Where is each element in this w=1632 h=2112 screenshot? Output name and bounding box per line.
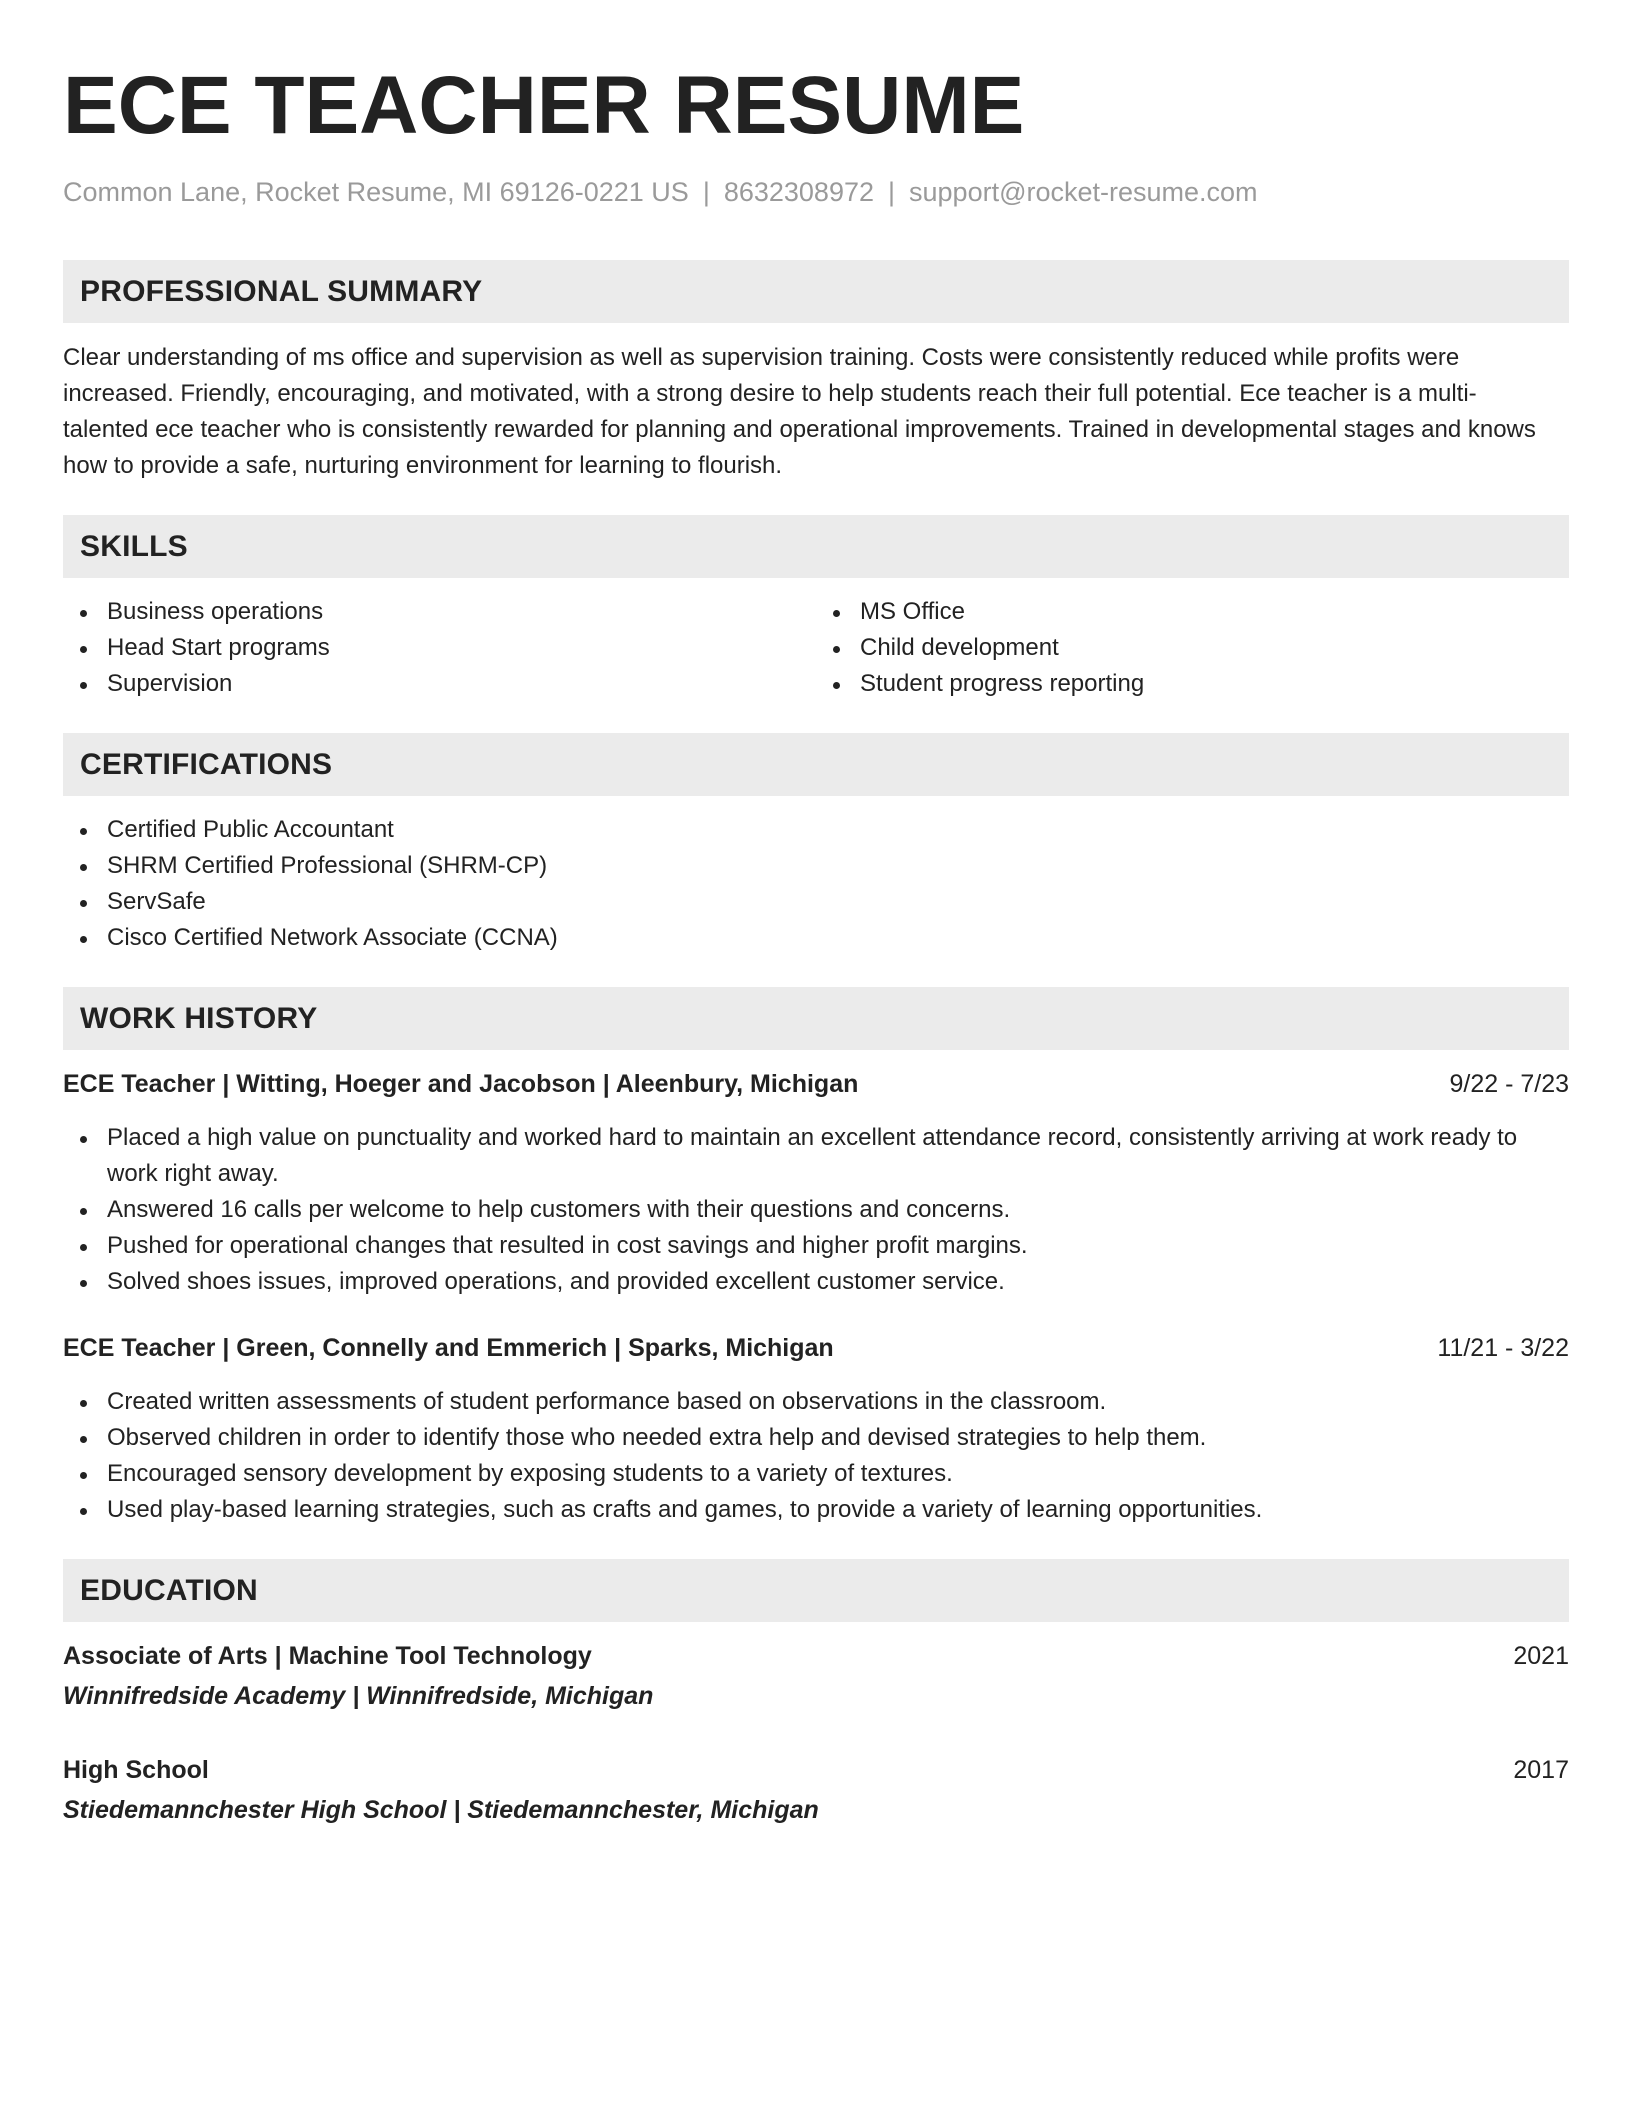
section-header-skills: SKILLS <box>63 515 1569 578</box>
job-header <box>63 1066 1569 1102</box>
education-degree: Associate of Arts | Machine Tool Technology <box>63 1642 592 1670</box>
education-entry <box>63 1638 1569 1714</box>
certification-item: ServSafe <box>63 884 1569 920</box>
job-dates: 11/21 - 3/22 <box>1437 1334 1569 1362</box>
job-duty-item: Observed children in order to identify those who needed extra help and devised strategies to help them. <box>63 1420 1569 1456</box>
summary-text: Clear understanding of ms office and supervision as well as supervision training. Costs were consistently reduced while profits were increased. Friendly, encouraging, and motivated, with a strong desire to help students reach their full potential. Ece teacher is a multi-talented ece teacher who is consistently rewarded for planning and operational improvements. Trained in developmental stages and knows how to provide a safe, nurturing environment for learning to flourish. <box>63 344 1536 479</box>
job-header <box>63 1330 1569 1366</box>
education-school: Winnifredside Academy | Winnifredside, Michigan <box>63 1682 654 1710</box>
skills-grid <box>63 594 1569 702</box>
certification-item: Cisco Certified Network Associate (CCNA) <box>63 920 1569 956</box>
education-year: 2021 <box>1513 1642 1569 1670</box>
certification-item: Certified Public Accountant <box>63 812 1569 848</box>
section-header-work-history: WORK HISTORY <box>63 987 1569 1050</box>
section-header-certifications: CERTIFICATIONS <box>63 733 1569 796</box>
job-duty-item: Answered 16 calls per welcome to help customers with their questions and concerns. <box>63 1192 1569 1228</box>
section-header-summary: PROFESSIONAL SUMMARY <box>63 260 1569 323</box>
education-entry <box>63 1752 1569 1828</box>
education-header <box>63 1752 1569 1788</box>
job-duty-item: Used play-based learning strategies, such as crafts and games, to provide a variety of learning opportunities. <box>63 1492 1569 1528</box>
section-header-education: EDUCATION <box>63 1559 1569 1622</box>
contact-separator: | <box>888 177 896 207</box>
job-title: ECE Teacher | Green, Connelly and Emmerich | Sparks, Michigan <box>63 1334 834 1362</box>
job-entry <box>63 1330 1569 1528</box>
job-entry <box>63 1066 1569 1300</box>
job-duty-item: Placed a high value on punctuality and worked hard to maintain an excellent attendance record, consistently arriving at work ready to work right away. <box>63 1120 1569 1192</box>
certifications-list <box>63 812 1569 956</box>
job-duty-item: Pushed for operational changes that resulted in cost savings and higher profit margins. <box>63 1228 1569 1264</box>
skill-item: Head Start programs <box>63 630 816 666</box>
skill-item: Supervision <box>63 666 816 702</box>
skills-column-right <box>816 594 1569 702</box>
contact-email: support@rocket-resume.com <box>909 177 1258 207</box>
job-duty-item: Encouraged sensory development by exposing students to a variety of textures. <box>63 1456 1569 1492</box>
resume-title: ECE TEACHER RESUME <box>63 60 1025 151</box>
contact-line <box>63 176 1569 208</box>
education-header <box>63 1638 1569 1674</box>
job-dates: 9/22 - 7/23 <box>1449 1070 1569 1098</box>
education-year: 2017 <box>1513 1756 1569 1784</box>
job-duty-item: Solved shoes issues, improved operations, and provided excellent customer service. <box>63 1264 1569 1300</box>
job-duties-list <box>63 1384 1569 1528</box>
education-school: Stiedemannchester High School | Stiedemannchester, Michigan <box>63 1796 819 1824</box>
job-duty-item: Created written assessments of student performance based on observations in the classroom. <box>63 1384 1569 1420</box>
job-title: ECE Teacher | Witting, Hoeger and Jacobson | Aleenbury, Michigan <box>63 1070 859 1098</box>
skill-item: Student progress reporting <box>816 666 1569 702</box>
skill-item: MS Office <box>816 594 1569 630</box>
contact-address: Common Lane, Rocket Resume, MI 69126-0221 US <box>63 177 689 207</box>
contact-separator: | <box>702 177 710 207</box>
skill-item: Child development <box>816 630 1569 666</box>
job-duties-list <box>63 1120 1569 1300</box>
contact-phone: 8632308972 <box>723 177 874 207</box>
education-degree: High School <box>63 1756 209 1784</box>
certification-item: SHRM Certified Professional (SHRM-CP) <box>63 848 1569 884</box>
skill-item: Business operations <box>63 594 816 630</box>
skills-column-left <box>63 594 816 702</box>
